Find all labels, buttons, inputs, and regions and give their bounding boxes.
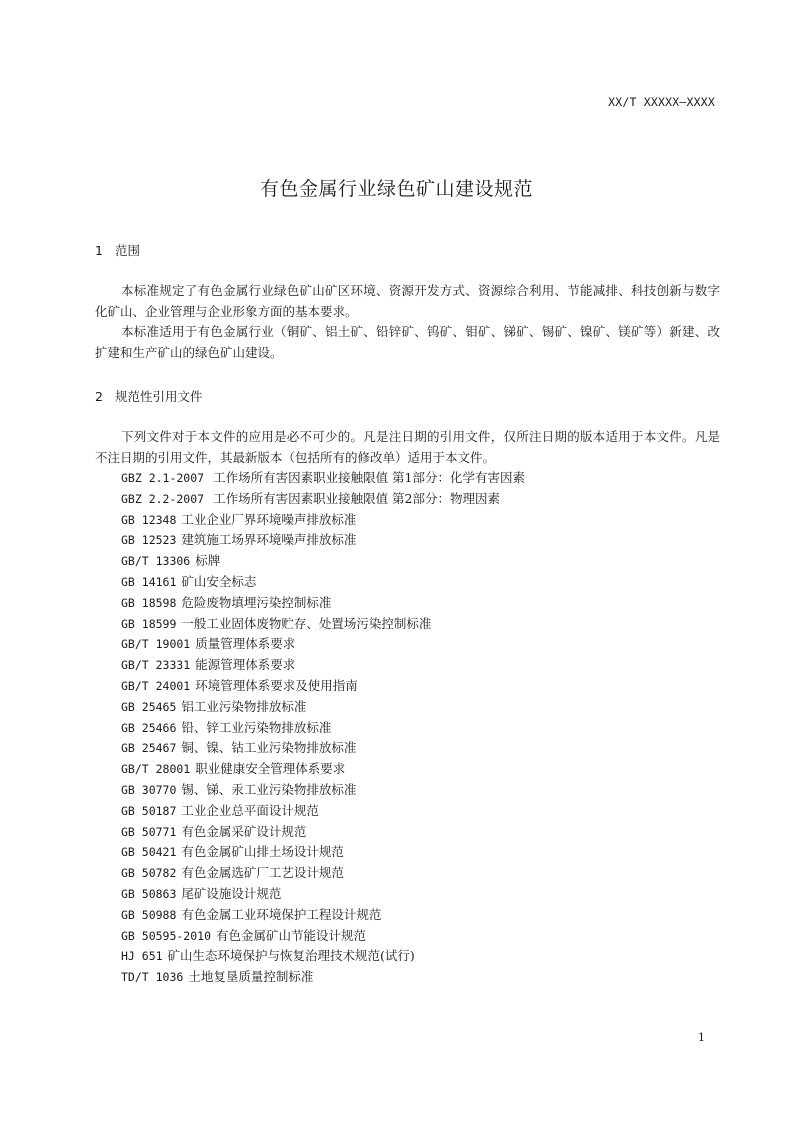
reference-title: 有色金属采矿设计规范	[181, 823, 307, 839]
reference-code: GB 50421	[121, 845, 177, 860]
reference-title: 一般工业固体废物贮存、处置场污染控制标准	[181, 615, 432, 631]
reference-item	[121, 718, 525, 739]
reference-item	[121, 926, 525, 947]
reference-item	[121, 593, 525, 614]
section-title: 规范性引用文件	[115, 389, 203, 404]
reference-code: GB 18598	[121, 595, 177, 610]
reference-code: GB/T 13306	[121, 554, 191, 569]
reference-code: GB 50988	[121, 907, 177, 922]
reference-item	[121, 759, 525, 780]
section-number: 1	[95, 243, 103, 258]
reference-title: 危险废物填埋污染控制标准	[181, 594, 332, 610]
reference-code: GB 50782	[121, 866, 177, 881]
reference-code: GB/T 19001	[121, 637, 191, 652]
reference-code: GB 18599	[121, 616, 177, 631]
document-title: 有色金属行业绿色矿山建设规范	[259, 178, 533, 200]
reference-title: 土地复垦质量控制标准	[188, 969, 314, 985]
reference-item	[121, 738, 525, 759]
references-intro: 下列文件对于本文件的应用是必不可少的。凡是注日期的引用文件，仅所注日期的版本适用于本文件。凡是不注日期的引用文件，其最新版本（包括所有的修改单）适用于本文件。	[95, 429, 720, 465]
reference-item	[121, 780, 525, 801]
reference-item	[121, 614, 525, 635]
reference-item	[121, 634, 525, 655]
reference-item	[121, 510, 525, 531]
reference-code: GB 25467	[121, 741, 177, 756]
reference-item	[121, 905, 525, 926]
section-heading-references	[95, 387, 203, 405]
reference-code: GB 12348	[121, 512, 177, 527]
reference-code: GB 50187	[121, 803, 177, 818]
reference-code: GB/T 24001	[121, 678, 191, 693]
reference-title: 矿山安全标志	[181, 573, 257, 589]
reference-title: 铅、锌工业污染物排放标准	[181, 719, 332, 735]
scope-paragraph-2: 本标准适用于有色金属行业（铜矿、铝土矿、铅锌矿、钨矿、钼矿、锑矿、锡矿、镍矿、镁矿等）新建、改扩建和生产矿山的绿色矿山建设。	[95, 324, 720, 360]
reference-code: HJ 651	[121, 949, 163, 964]
reference-code: GBZ 2.1-2007	[121, 471, 205, 485]
reference-title: 质量管理体系要求	[195, 636, 296, 652]
reference-title: 尾矿设施设计规范	[181, 885, 282, 901]
reference-item	[121, 801, 525, 822]
reference-list	[121, 468, 525, 988]
reference-title: 有色金属工业环境保护工程设计规范	[181, 906, 382, 922]
reference-title: 有色金属选矿厂工艺设计规范	[181, 865, 344, 881]
reference-title: 工作场所有害因素职业接触限值 第2部分：物理因素	[209, 490, 500, 506]
document-code: XX/T XXXXX—XXXX	[608, 95, 715, 109]
page-number: 1	[698, 1031, 705, 1044]
reference-title: 建筑施工场界环境噪声排放标准	[181, 532, 357, 548]
reference-item	[121, 551, 525, 572]
reference-code: GB 30770	[121, 782, 177, 797]
reference-item	[121, 468, 525, 489]
reference-title: 铜、镍、钴工业污染物排放标准	[181, 740, 357, 756]
reference-title: 职业健康安全管理体系要求	[195, 761, 346, 777]
reference-item	[121, 884, 525, 905]
reference-code: GB 50771	[121, 824, 177, 839]
section-title: 范围	[115, 243, 141, 258]
reference-code: GB 50863	[121, 886, 177, 901]
reference-item	[121, 822, 525, 843]
reference-code: GB 12523	[121, 533, 177, 548]
reference-item	[121, 676, 525, 697]
reference-title: 有色金属矿山排土场设计规范	[181, 844, 344, 860]
section-heading-scope	[95, 241, 140, 259]
reference-code: GB/T 23331	[121, 658, 191, 673]
reference-item	[121, 946, 525, 967]
reference-title: 工业企业厂界环境噪声排放标准	[181, 511, 357, 527]
reference-item	[121, 842, 525, 863]
reference-item	[121, 697, 525, 718]
reference-item	[121, 530, 525, 551]
reference-item	[121, 655, 525, 676]
reference-title: 有色金属矿山节能设计规范	[216, 927, 367, 943]
reference-title: 矿山生态环境保护与恢复治理技术规范(试行)	[167, 948, 415, 964]
reference-title: 锡、锑、汞工业污染物排放标准	[181, 781, 357, 797]
reference-title: 标牌	[195, 553, 221, 569]
reference-title: 能源管理体系要求	[195, 657, 296, 673]
reference-item	[121, 863, 525, 884]
reference-code: GB 25466	[121, 720, 177, 735]
reference-title: 工业企业总平面设计规范	[181, 802, 319, 818]
reference-item	[121, 572, 525, 593]
reference-code: GB 50595-2010	[121, 928, 212, 943]
reference-title: 工作场所有害因素职业接触限值 第1部分：化学有害因素	[209, 470, 525, 485]
reference-code: GB 25465	[121, 699, 177, 714]
reference-title: 环境管理体系要求及使用指南	[195, 677, 358, 693]
reference-item	[121, 967, 525, 988]
reference-title: 铝工业污染物排放标准	[181, 698, 307, 714]
reference-item	[121, 489, 525, 510]
scope-paragraph-1: 本标准规定了有色金属行业绿色矿山矿区环境、资源开发方式、资源综合利用、节能减排、科技创新与数字化矿山、企业管理与企业形象方面的基本要求。	[95, 283, 720, 319]
section-number: 2	[95, 389, 103, 404]
reference-code: TD/T 1036	[121, 970, 184, 985]
reference-code: GBZ 2.2-2007	[121, 491, 205, 506]
reference-code: GB/T 28001	[121, 762, 191, 777]
reference-code: GB 14161	[121, 574, 177, 589]
